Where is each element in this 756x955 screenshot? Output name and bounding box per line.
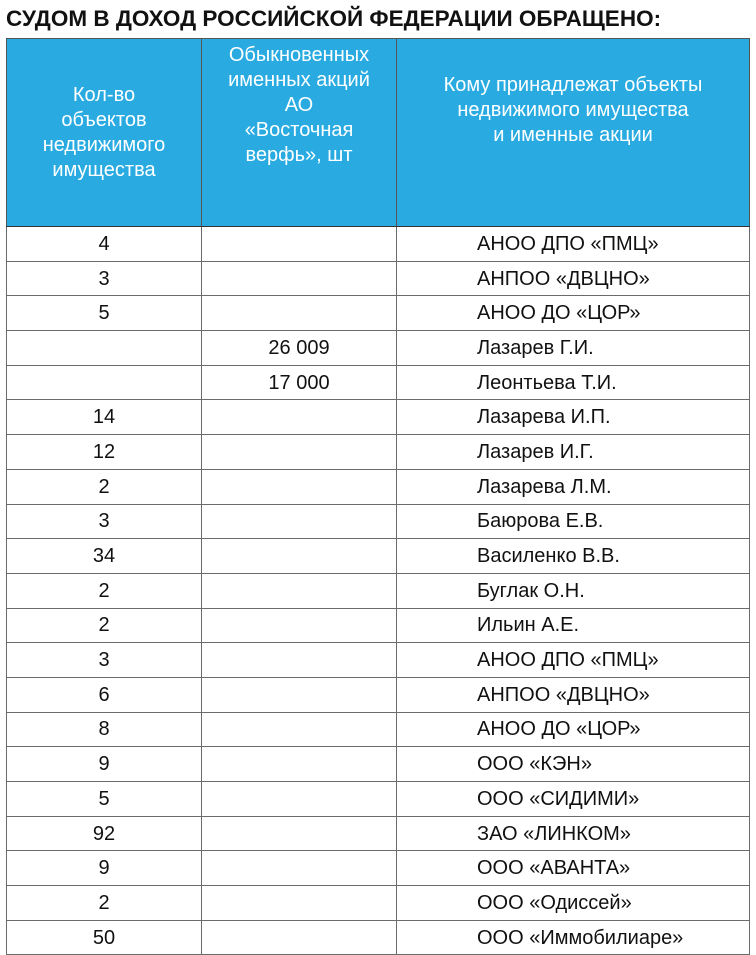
cell-owner: АНПОО «ДВЦНО» [397,261,750,296]
cell-owner: АНОО ДО «ЦОР» [397,296,750,331]
table-row [7,435,750,470]
cell-owner: ООО «Иммобилиаре» [397,920,750,955]
cell-shares [202,886,397,921]
cell-property-count: 2 [7,469,202,504]
cell-shares [202,851,397,886]
cell-property-count: 34 [7,539,202,574]
cell-owner: Баюрова Е.В. [397,504,750,539]
cell-shares [202,296,397,331]
cell-property-count: 2 [7,608,202,643]
cell-owner: ООО «АВАНТА» [397,851,750,886]
table-row [7,782,750,817]
cell-shares [202,504,397,539]
cell-owner: Леонтьева Т.И. [397,365,750,400]
table-row [7,608,750,643]
cell-shares [202,261,397,296]
cell-owner: АНПОО «ДВЦНО» [397,677,750,712]
cell-shares: 26 009 [202,331,397,366]
table-row [7,261,750,296]
header-shares: Обыкновенных именных акций АО «Восточная верфь», шт [202,39,397,227]
cell-owner: Лазарева Л.М. [397,469,750,504]
cell-property-count: 3 [7,261,202,296]
cell-property-count: 9 [7,851,202,886]
header-owner: Кому принадлежат объекты недвижимого имущества и именные акции [397,39,750,227]
table-row [7,504,750,539]
cell-property-count: 9 [7,747,202,782]
cell-shares [202,400,397,435]
cell-property-count: 8 [7,712,202,747]
cell-property-count [7,365,202,400]
table-row [7,469,750,504]
cell-owner: Лазарева И.П. [397,400,750,435]
cell-property-count [7,331,202,366]
table-row [7,296,750,331]
cell-shares [202,469,397,504]
cell-shares [202,920,397,955]
table-row [7,227,750,262]
cell-shares: 17 000 [202,365,397,400]
cell-property-count: 12 [7,435,202,470]
cell-shares [202,712,397,747]
cell-owner: ООО «КЭН» [397,747,750,782]
table-row [7,747,750,782]
cell-property-count: 3 [7,643,202,678]
cell-property-count: 4 [7,227,202,262]
cell-shares [202,608,397,643]
cell-owner: АНОО ДО «ЦОР» [397,712,750,747]
cell-owner: АНОО ДПО «ПМЦ» [397,227,750,262]
cell-owner: Лазарев И.Г. [397,435,750,470]
table-row [7,851,750,886]
table-row [7,365,750,400]
cell-shares [202,227,397,262]
cell-property-count: 6 [7,677,202,712]
cell-property-count: 92 [7,816,202,851]
cell-property-count: 2 [7,573,202,608]
table-row [7,331,750,366]
cell-owner: Лазарев Г.И. [397,331,750,366]
cell-shares [202,573,397,608]
cell-property-count: 3 [7,504,202,539]
cell-property-count: 14 [7,400,202,435]
table-row [7,886,750,921]
cell-shares [202,747,397,782]
cell-owner: АНОО ДПО «ПМЦ» [397,643,750,678]
table-row [7,712,750,747]
cell-shares [202,435,397,470]
cell-shares [202,643,397,678]
cell-owner: Василенко В.В. [397,539,750,574]
cell-property-count: 5 [7,296,202,331]
cell-owner: ООО «СИДИМИ» [397,782,750,817]
cell-shares [202,782,397,817]
cell-property-count: 2 [7,886,202,921]
cell-owner: Ильин А.Е. [397,608,750,643]
table-header-row [7,39,750,227]
table-row [7,677,750,712]
header-property-count: Кол-во объектов недвижимого имущества [7,39,202,227]
table-row [7,400,750,435]
table-row [7,816,750,851]
cell-owner: Буглак О.Н. [397,573,750,608]
cell-property-count: 50 [7,920,202,955]
cell-shares [202,816,397,851]
cell-owner: ООО «Одиссей» [397,886,750,921]
confiscation-table [6,38,750,955]
table-row [7,920,750,955]
table-row [7,539,750,574]
cell-shares [202,539,397,574]
cell-owner: ЗАО «ЛИНКОМ» [397,816,750,851]
page-title: СУДОМ В ДОХОД РОССИЙСКОЙ ФЕДЕРАЦИИ ОБРАЩЕНО: [6,6,662,31]
table-row [7,643,750,678]
cell-property-count: 5 [7,782,202,817]
table-row [7,573,750,608]
cell-shares [202,677,397,712]
